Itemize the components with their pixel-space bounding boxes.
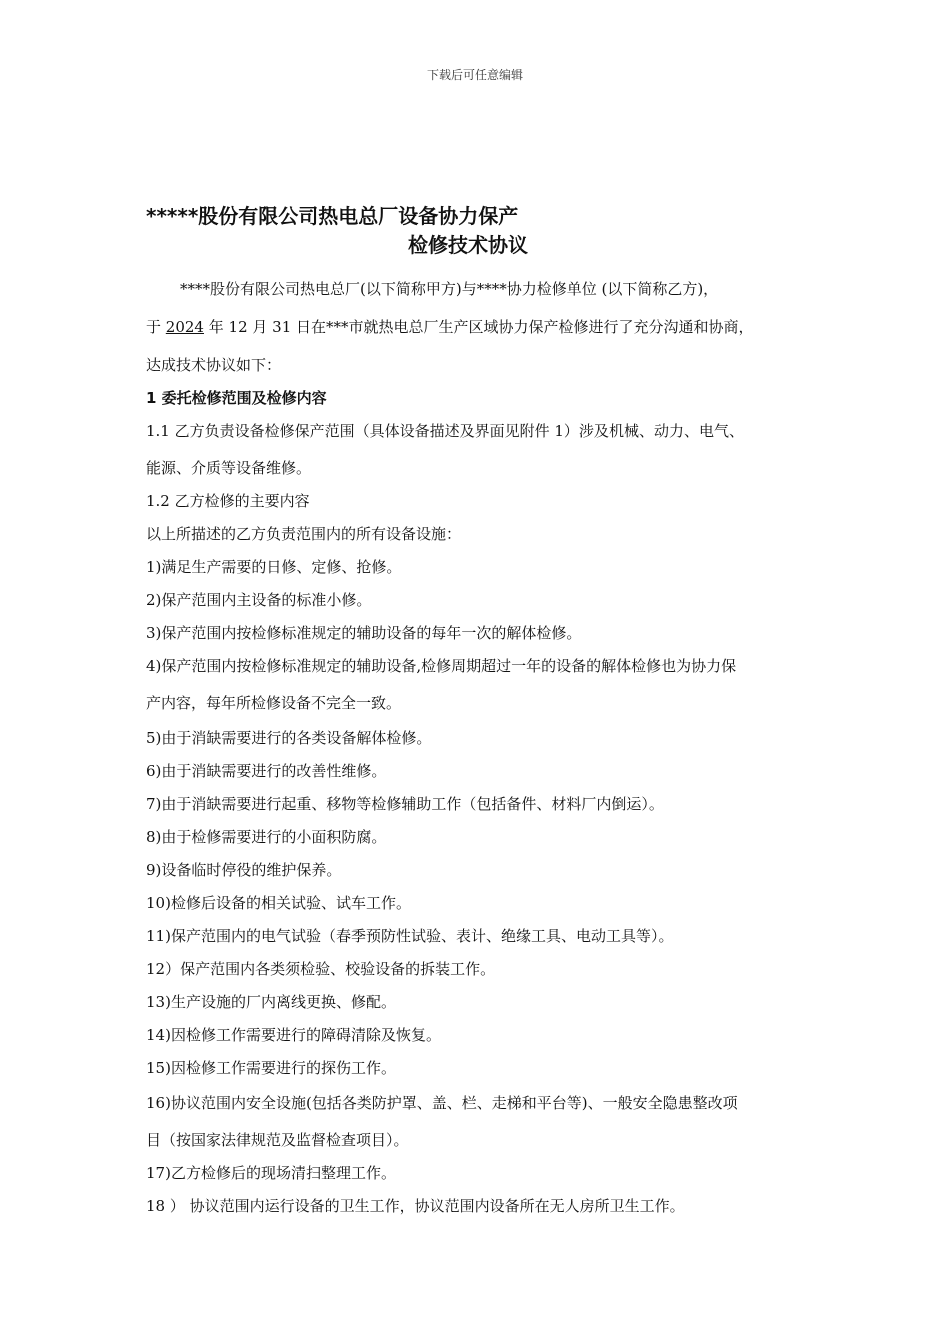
intro-line-3: 达成技术协议如下： — [146, 356, 282, 374]
body-line: 8)由于检修需要进行的小面积防腐。 — [146, 828, 387, 846]
intro-text: ****股份有限公司热电总厂(以下简称甲方)与****协力检修单位 (以下简称乙方)， — [180, 280, 719, 298]
body-line: 17)乙方检修后的现场清扫整理工作。 — [146, 1164, 396, 1182]
body-line: 4)保产范围内按检修标准规定的辅助设备,检修周期超过一年的设备的解体检修也为协力保 — [146, 657, 737, 675]
body-line: 9)设备临时停役的维护保养。 — [146, 861, 342, 879]
body-line: 12）保产范围内各类须检验、校验设备的拆装工作。 — [146, 960, 496, 978]
section-heading: 1 委托检修范围及检修内容 — [146, 389, 327, 407]
intro-prefix: 于 — [146, 318, 162, 336]
body-line: 18 ） 协议范围内运行设备的卫生工作，协议范围内设备所在无人房所卫生工作。 — [146, 1197, 685, 1215]
body-line: 1.1 乙方负责设备检修保产范围（具体设备描述及界面见附件 1）涉及机械、动力、电气、 — [146, 422, 744, 440]
body-line: 能源、介质等设备维修。 — [146, 459, 312, 477]
body-line: 11)保产范围内的电气试验（春季预防性试验、表计、绝缘工具、电动工具等）。 — [146, 927, 674, 945]
intro-line-1 — [146, 278, 826, 299]
document-title-line1: *****股份有限公司热电总厂设备协力保产 — [146, 204, 519, 228]
body-line: 7)由于消缺需要进行起重、移物等检修辅助工作（包括备件、材料厂内倒运）。 — [146, 795, 664, 813]
intro-line-2 — [146, 316, 826, 337]
body-line: 10)检修后设备的相关试验、试车工作。 — [146, 894, 411, 912]
body-line: 14)因检修工作需要进行的障碍清除及恢复。 — [146, 1026, 441, 1044]
body-line: 16)协议范围内安全设施(包括各类防护罩、盖、栏、走梯和平台等)、一般安全隐患整改项 — [146, 1094, 738, 1112]
body-line: 1)满足生产需要的日修、定修、抢修。 — [146, 558, 402, 576]
body-line: 以上所描述的乙方负责范围内的所有设备设施： — [146, 525, 462, 543]
body-line: 1.2 乙方检修的主要内容 — [146, 492, 310, 510]
body-line: 2)保产范围内主设备的标准小修。 — [146, 591, 372, 609]
body-line: 5)由于消缺需要进行的各类设备解体检修。 — [146, 729, 432, 747]
intro-year: 2024 — [165, 318, 204, 336]
intro-rest: 年 12 月 31 日在***市就热电总厂生产区域协力保产检修进行了充分沟通和协商， — [208, 318, 754, 336]
body-line: 3)保产范围内按检修标准规定的辅助设备的每年一次的解体检修。 — [146, 624, 582, 642]
body-line: 13)生产设施的厂内离线更换、修配。 — [146, 993, 396, 1011]
body-line: 6)由于消缺需要进行的改善性维修。 — [146, 762, 387, 780]
document-title-line2: 检修技术协议 — [408, 233, 528, 257]
header-note: 下载后可任意编辑 — [426, 68, 523, 82]
body-line: 目（按国家法律规范及监督检查项目）。 — [146, 1131, 409, 1149]
body-line: 产内容，每年所检修设备不完全一致。 — [146, 694, 402, 712]
body-line: 15)因检修工作需要进行的探伤工作。 — [146, 1059, 396, 1077]
